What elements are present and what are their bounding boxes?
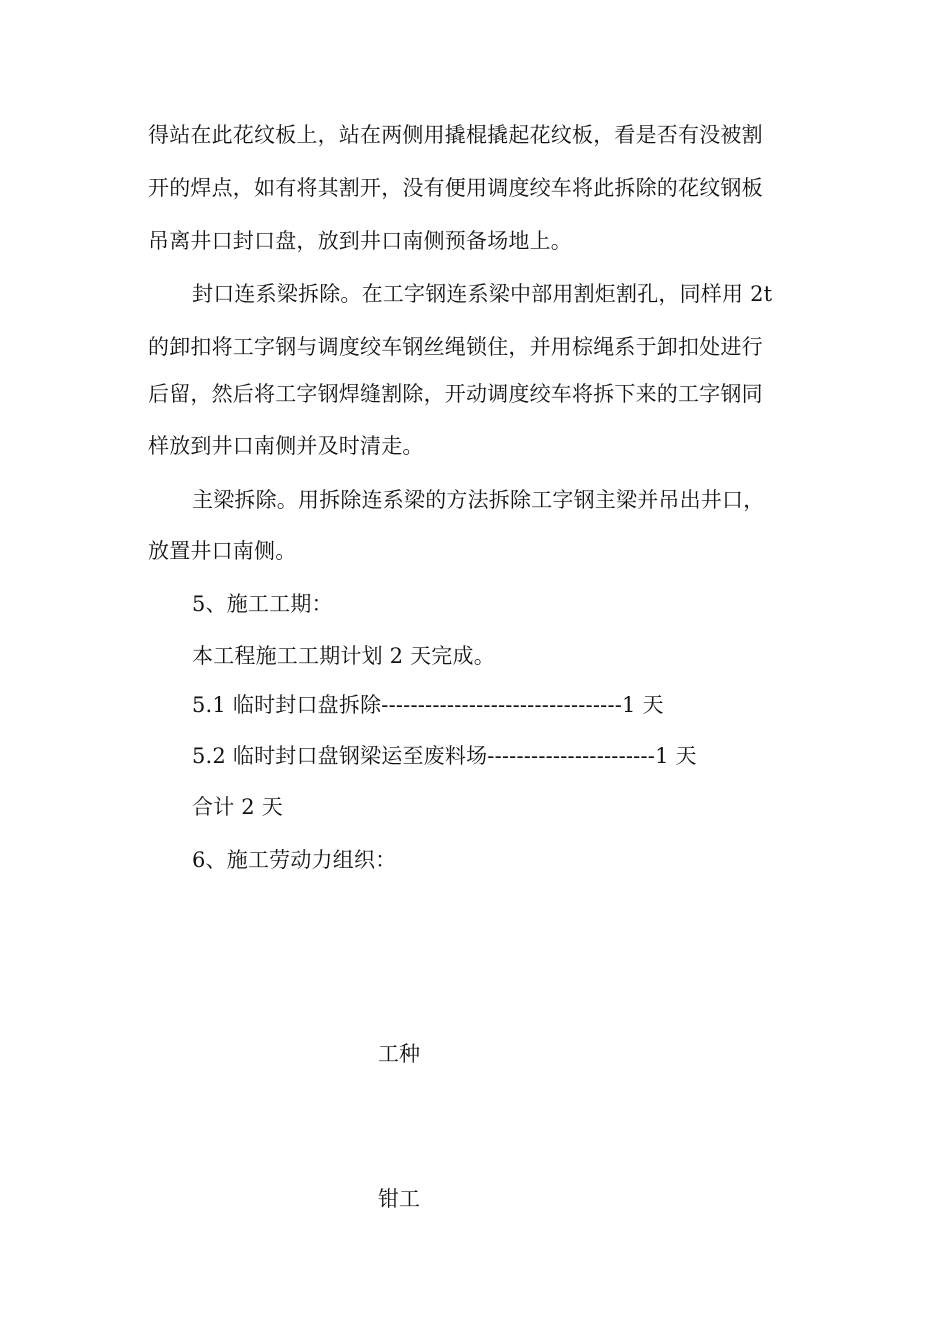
schedule-item-5-1: 5.1 临时封口盘拆除---------------------------------1 天 [192,693,664,717]
section-5-heading: 5、施工工期： [192,592,333,616]
paragraph-1-line-3: 吊离井口封口盘，放到井口南侧预备场地上。 [148,229,572,253]
paragraph-3-line-1: 主梁拆除。用拆除连系梁的方法拆除工字钢主梁并吊出井口， [192,488,765,512]
schedule-item-5-2: 5.2 临时封口盘钢梁运至废料场-----------------------1 天 [192,744,697,768]
labor-table-header: 工种 [378,1042,420,1066]
schedule-total: 合计 2 天 [192,795,283,819]
section-6-heading: 6、施工劳动力组织： [192,848,397,872]
paragraph-2-line-3: 后留，然后将工字钢焊缝割除，开动调度绞车将拆下来的工字钢同 [148,382,763,406]
paragraph-2-line-1: 封口连系梁拆除。在工字钢连系梁中部用割炬割孔，同样用 2t [192,282,773,306]
labor-table-first-row: 钳工 [378,1187,420,1211]
section-5-intro: 本工程施工工期计划 2 天完成。 [192,644,495,668]
paragraph-3-line-2: 放置井口南侧。 [148,539,297,563]
paragraph-2-line-2: 的卸扣将工字钢与调度绞车钢丝绳锁住，并用棕绳系于卸扣处进行 [148,335,763,359]
paragraph-2-line-4: 样放到井口南侧并及时清走。 [148,434,424,458]
paragraph-1-line-1: 得站在此花纹板上，站在两侧用撬棍撬起花纹板，看是否有没被割 [148,123,763,147]
paragraph-1-line-2: 开的焊点，如有将其割开，没有便用调度绞车将此拆除的花纹钢板 [148,176,763,200]
